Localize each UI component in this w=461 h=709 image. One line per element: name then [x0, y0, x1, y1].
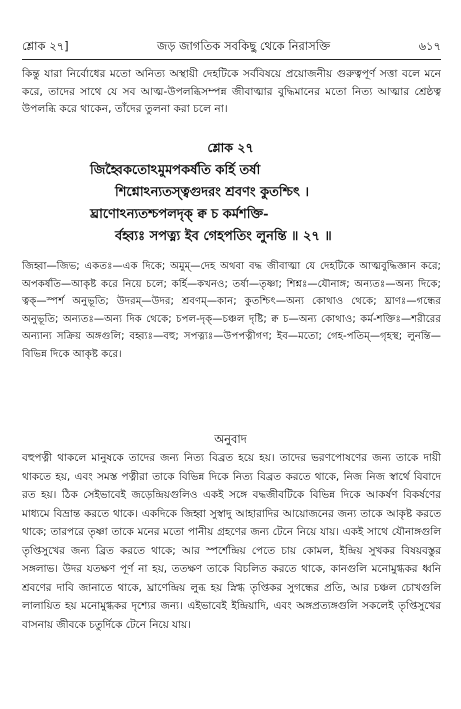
verse-line-3: ঘ্রাণোঽন্যতশ্চপলদৃক্ ক্ব চ কর্মশক্তি-	[90, 207, 269, 222]
header-rule	[22, 59, 441, 60]
page-number: ৬১৭	[418, 38, 441, 53]
chapter-title: জড় জাগতিক সবকিছু থেকে নিরাসক্তি	[157, 38, 331, 53]
verse-line-2: শিশ্নোঽন্যতস্ত্বগুদরং শ্রবণং কুতশ্চিৎ ।	[115, 185, 310, 200]
running-header	[22, 36, 441, 58]
verse-number: শ্লোক ২৭	[207, 140, 254, 155]
synonyms-paragraph: জিহ্বা—জিভ; একতঃ—এক দিকে; অমুম্—দেহ অথবা বদ্ধ জীবাত্মা যে দেহটিকে আত্মবুদ্ধিজ্ঞান করে; অপকর্ষতি—আকৃষ্ট করে নিয়ে চলে; কর্হি—কখনও; তর্ষা—তৃষ্ণা; শিশ্নঃ—যৌনাঙ্গ; অন্যতঃ—অন্য দিকে; ত্বক্—স্পর্শ অনুভূতি; উদরম্—উদর; শ্রবণম্—কান; কুতশ্চিৎ—অন্য কোথাও থেকে; ঘ্রাণঃ—গন্ধের অনুভূতি; অন্যতঃ—অন্য দিক থেকে; চপল-দৃক্—চঞ্চল দৃষ্টি; ক্ব চ—অন্য কোথাও; কর্ম-শক্তিঃ—শরীরের অন্যান্য সক্রিয় অঙ্গগুলি; বহ্ব্যঃ—বহু; সপত্ন্যঃ—উপপত্নীগণ; ইব—মতো; গেহ-পতিম্—গৃহস্থ; লুনন্তি—বিভিন্ন দিকে আকৃষ্ট করে।	[22, 261, 441, 360]
translation-heading: অনুবাদ	[214, 432, 247, 446]
intro-paragraph: কিন্তু যারা নির্বোধের মতো অনিত্য অস্থায়ী দেহটিকে সর্ববিষয়ে প্রয়োজনীয় গুরুত্বপূর্ণ সত্তা বলে মনে করে, তাদের সাথে যে সব আত্ম-উপলব্ধিসম্পন্ন জীবাত্মার বুদ্ধিমানের মতো নিত্য আত্মার শ্রেষ্ঠত্ব উপলব্ধি করে থাকেন, তাঁদের তুলনা করা চলে না।	[22, 68, 441, 115]
translation-paragraph: বহুপত্নী থাকলে মানুষকে তাদের জন্য নিত্য বিব্রত হয়ে হয়। তাদের ভরণপোষণের জন্য তাকে দায়ী থাকতে হয়, এবং সমস্ত পত্নীরা তাকে বিভিন্ন দিকে নিত্য বিব্রত করতে থাকে, নিজ নিজ স্বার্থে বিবাদে রত হয়। ঠিক সেইভাবেই জড়েন্দ্রিয়গুলিও একই সঙ্গে বদ্ধজীবটিকে বিভিন্ন দিকে আকর্ষণ বিকর্ষণের মাধ্যমে বিভ্রান্ত করতে থাকে। একদিকে জিহ্বা সুস্বাদু আহারাদির আয়োজনের জন্য তাকে আকৃষ্ট করতে থাকে; তারপরে তৃষ্ণা তাকে মনের মতো পানীয় গ্রহণের জন্য টেনে নিয়ে যায়। একই সাথে যৌনাঙ্গগুলি তৃপ্তিসুখের জন্য ব্রিত করতে থাকে; আর স্পর্শেন্দ্রিয় পেতে চায় কোমল, ইন্দ্রিয় সুখকর বিষয়বস্তুর সঙ্গলাভ। উদর যতক্ষণ পূর্ণ না হয়, ততক্ষণ তাকে বিচলিত করতে থাকে, কানগুলি মনোমুগ্ধকর ধ্বনি শ্রবণের দাবি জানাতে থাকে, ঘ্রাণেন্দ্রিয় লুব্ধ হয় স্নিগ্ধ তৃপ্তিকর সুগন্ধের প্রতি, আর চঞ্চল চোখগুলি লালায়িত হয় মনোমুগ্ধকর দৃশ্যের জন্য। এইভাবেই ইন্দ্রিয়াদি, এবং অঙ্গপ্রত্যঙ্গগুলি সকলেই তৃপ্তিসুখের বাসনায় জীবকে চতুর্দিকে টেনে নিয়ে যায়।	[22, 452, 441, 631]
verse-line-4: র্বহ্ব্যঃ সপত্ন্য ইব গেহপতিং লুনন্তি ॥ ২৭ ॥	[115, 229, 332, 244]
verse-reference: শ্লোক ২৭]	[22, 38, 69, 53]
verse-line-1: জিহ্বৈকতোঽমুমপকর্ষতি কর্হি তর্ষা	[90, 163, 261, 178]
